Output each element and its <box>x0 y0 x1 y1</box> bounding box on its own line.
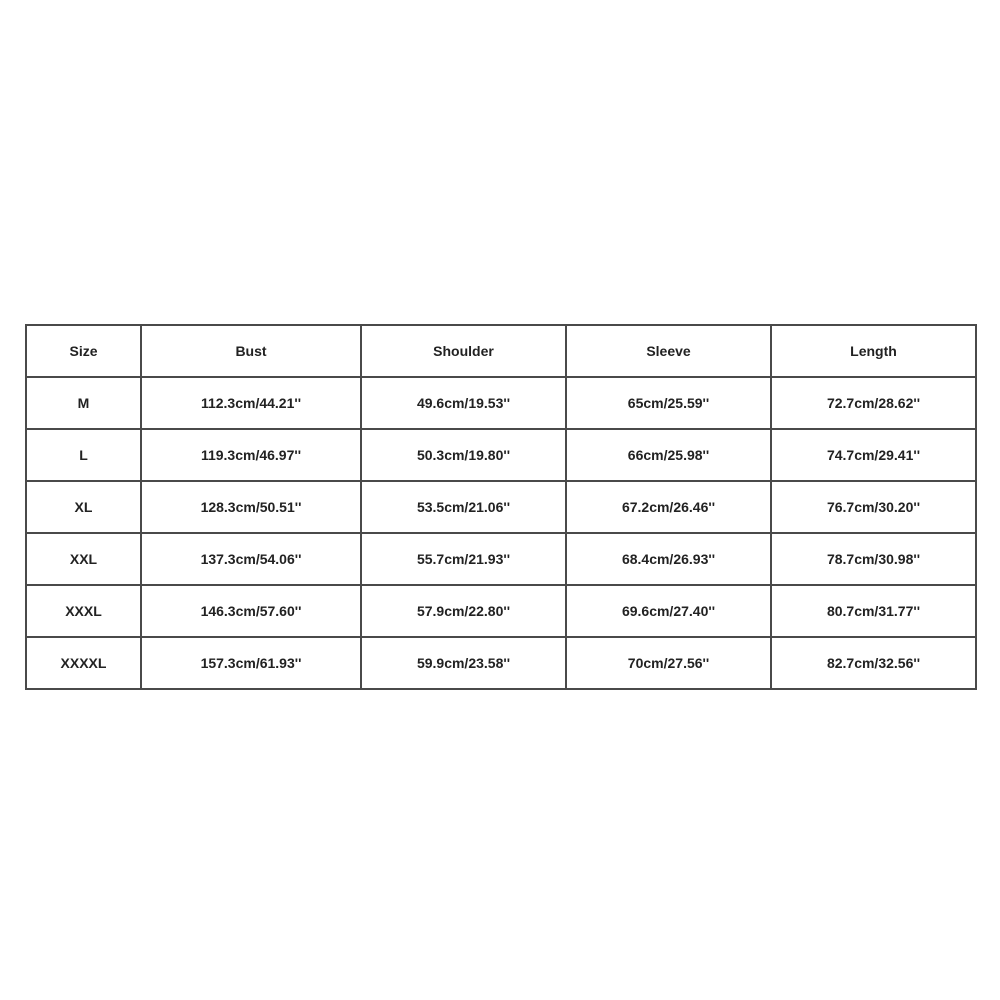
size-cell: XL <box>26 481 141 533</box>
table-row <box>26 585 976 637</box>
shoulder-cell: 57.9cm/22.80'' <box>361 585 566 637</box>
length-cell: 74.7cm/29.41'' <box>771 429 976 481</box>
bust-cell: 157.3cm/61.93'' <box>141 637 361 689</box>
size-cell: XXXL <box>26 585 141 637</box>
table-row <box>26 429 976 481</box>
size-chart-table <box>25 324 977 690</box>
shoulder-cell: 55.7cm/21.93'' <box>361 533 566 585</box>
header-row <box>26 325 976 377</box>
length-cell: 76.7cm/30.20'' <box>771 481 976 533</box>
header-length: Length <box>771 325 976 377</box>
shoulder-cell: 49.6cm/19.53'' <box>361 377 566 429</box>
size-cell: XXXXL <box>26 637 141 689</box>
length-cell: 78.7cm/30.98'' <box>771 533 976 585</box>
size-cell: L <box>26 429 141 481</box>
length-cell: 72.7cm/28.62'' <box>771 377 976 429</box>
size-cell: XXL <box>26 533 141 585</box>
table-row <box>26 481 976 533</box>
header-size: Size <box>26 325 141 377</box>
header-sleeve: Sleeve <box>566 325 771 377</box>
length-cell: 80.7cm/31.77'' <box>771 585 976 637</box>
sleeve-cell: 67.2cm/26.46'' <box>566 481 771 533</box>
bust-cell: 128.3cm/50.51'' <box>141 481 361 533</box>
table-row <box>26 377 976 429</box>
bust-cell: 119.3cm/46.97'' <box>141 429 361 481</box>
bust-cell: 137.3cm/54.06'' <box>141 533 361 585</box>
sleeve-cell: 65cm/25.59'' <box>566 377 771 429</box>
sleeve-cell: 69.6cm/27.40'' <box>566 585 771 637</box>
header-bust: Bust <box>141 325 361 377</box>
table-row <box>26 637 976 689</box>
bust-cell: 146.3cm/57.60'' <box>141 585 361 637</box>
shoulder-cell: 59.9cm/23.58'' <box>361 637 566 689</box>
shoulder-cell: 50.3cm/19.80'' <box>361 429 566 481</box>
sleeve-cell: 70cm/27.56'' <box>566 637 771 689</box>
table-row <box>26 533 976 585</box>
sleeve-cell: 66cm/25.98'' <box>566 429 771 481</box>
length-cell: 82.7cm/32.56'' <box>771 637 976 689</box>
header-shoulder: Shoulder <box>361 325 566 377</box>
bust-cell: 112.3cm/44.21'' <box>141 377 361 429</box>
sleeve-cell: 68.4cm/26.93'' <box>566 533 771 585</box>
shoulder-cell: 53.5cm/21.06'' <box>361 481 566 533</box>
size-cell: M <box>26 377 141 429</box>
